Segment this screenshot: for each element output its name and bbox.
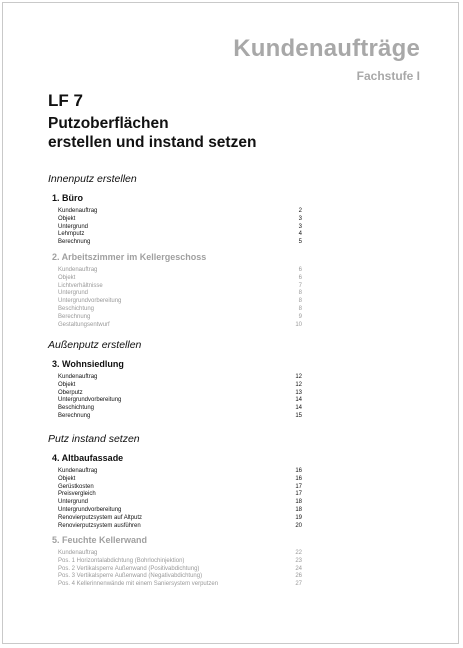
toc-entry[interactable]	[52, 322, 302, 330]
toc-entry-page: 8	[298, 298, 302, 305]
toc-entry[interactable]	[52, 314, 302, 322]
toc-entry-label: Objekt	[58, 274, 76, 281]
toc-group	[52, 359, 302, 421]
toc-group	[52, 453, 302, 530]
toc-entry-label: Gerüstkosten	[58, 483, 94, 490]
toc-entry[interactable]	[52, 491, 302, 499]
toc-entry[interactable]	[52, 476, 302, 484]
toc-entry-page: 19	[295, 514, 302, 521]
toc-entry-page: 7	[298, 282, 302, 289]
toc-entry-label: Kundenauftrag	[58, 550, 98, 556]
toc-entry[interactable]	[52, 208, 302, 216]
toc-entry[interactable]	[52, 581, 302, 589]
toc-entry-label: Oberputz	[58, 389, 83, 396]
toc-entry-label: Kundenauftrag	[58, 468, 98, 474]
toc-entry-label: Untergrundvorbereitung	[58, 298, 122, 305]
toc-entry-page: 15	[295, 412, 302, 419]
toc-entry-page: 26	[295, 573, 302, 580]
toc-entry-page: 5	[298, 239, 302, 246]
toc-entry-page: 23	[295, 557, 302, 564]
toc-entry[interactable]	[52, 224, 302, 232]
toc-entry[interactable]	[52, 499, 302, 507]
document-page	[2, 2, 459, 644]
header-subtitle: Fachstufe I	[356, 69, 420, 83]
toc-entry[interactable]	[52, 283, 302, 291]
toc-entry-page: 18	[295, 499, 302, 506]
toc-group	[52, 535, 302, 589]
toc-entry-label: Untergrund	[58, 499, 89, 506]
toc-group	[52, 193, 302, 247]
lernfeld-title-line1: Putzoberflächen	[48, 115, 169, 132]
section-heading: Innenputz erstellen	[48, 173, 137, 185]
toc-entry-label: Renovierputzsystem ausführen	[58, 522, 141, 529]
toc-entry[interactable]	[52, 216, 302, 224]
toc-entry-label: Preisvergleich	[58, 491, 96, 498]
toc-entry[interactable]	[52, 558, 302, 566]
toc-entry-label: Kundenauftrag	[58, 374, 98, 380]
toc-entry-label: Beschichtung	[58, 405, 95, 412]
toc-entry-label: Pos. 2 Vertikalsperre Außenwand (Positivabdichtung)	[58, 565, 200, 572]
toc-entry-page: 16	[295, 475, 302, 482]
toc-entry-label: Kundenauftrag	[58, 267, 98, 273]
toc-entry-page: 3	[298, 215, 302, 222]
toc-entry-page: 14	[295, 397, 302, 404]
toc-entry-label: Berechnung	[58, 239, 91, 246]
header-title: Kundenaufträge	[233, 35, 420, 62]
toc-entry[interactable]	[52, 231, 302, 239]
toc-entry-page: 6	[298, 274, 302, 281]
toc-entry[interactable]	[52, 267, 302, 275]
toc-entry-page: 9	[298, 313, 302, 320]
toc-group-title: 1. Büro	[52, 193, 84, 203]
toc-entry[interactable]	[52, 507, 302, 515]
toc-entry-label: Pos. 4 Kellerinnenwände mit einem Saniersystem verputzen	[58, 581, 219, 588]
section-heading: Außenputz erstellen	[48, 339, 142, 351]
toc-entry[interactable]	[52, 382, 302, 390]
toc-group-title: 2. Arbeitszimmer im Kellergeschoss	[52, 252, 207, 262]
toc-entry-page: 10	[295, 321, 302, 328]
toc-entry-page: 27	[295, 581, 302, 588]
toc-entry-page: 20	[295, 522, 302, 529]
toc-entry-page: 18	[295, 506, 302, 513]
toc-entry-label: Berechnung	[58, 313, 91, 320]
toc-entry-page: 17	[295, 491, 302, 498]
toc-entry[interactable]	[52, 515, 302, 523]
toc-group-title: 3. Wohnsiedlung	[52, 359, 124, 369]
toc-entry-label: Pos. 3 Vertikalsperre Außenwand (Negativabdichtung)	[58, 573, 203, 580]
toc-entry-page: 4	[298, 231, 302, 238]
toc-entry[interactable]	[52, 374, 302, 382]
toc-entry-label: Kundenauftrag	[58, 208, 98, 214]
toc-entry-page: 17	[295, 483, 302, 490]
toc-entry-label: Lichtverhältnisse	[58, 282, 103, 289]
toc-entry-label: Beschichtung	[58, 305, 95, 312]
toc-entry-page: 8	[298, 290, 302, 297]
toc-entry-page: 12	[295, 381, 302, 388]
toc-group	[52, 252, 302, 329]
toc-entry[interactable]	[52, 298, 302, 306]
toc-entry-page: 3	[298, 223, 302, 230]
toc-entry-label: Untergrundvorbereitung	[58, 397, 122, 404]
toc-entry-page: 6	[298, 267, 302, 273]
toc-entry[interactable]	[52, 239, 302, 247]
toc-entry[interactable]	[52, 566, 302, 574]
toc-entry-page: 22	[295, 550, 302, 556]
toc-entry-label: Objekt	[58, 215, 76, 222]
toc-entry-page: 14	[295, 405, 302, 412]
toc-entry[interactable]	[52, 390, 302, 398]
toc-entry-label: Objekt	[58, 381, 76, 388]
toc-group-title: 5. Feuchte Kellerwand	[52, 535, 148, 545]
toc-entry[interactable]	[52, 413, 302, 421]
toc-entry[interactable]	[52, 397, 302, 405]
toc-entry-label: Pos. 1 Horizontalabdichtung (Bohrlochinjektion)	[58, 557, 185, 564]
lernfeld-code: LF 7	[48, 91, 83, 110]
toc-entry[interactable]	[52, 573, 302, 581]
toc-entry[interactable]	[52, 275, 302, 283]
toc-entry-page: 8	[298, 305, 302, 312]
toc-entry[interactable]	[52, 468, 302, 476]
toc-entry-label: Berechnung	[58, 412, 91, 419]
toc-group-title: 4. Altbaufassade	[52, 453, 124, 463]
toc-entry[interactable]	[52, 484, 302, 492]
lernfeld-title	[48, 114, 256, 152]
toc-entry[interactable]	[52, 405, 302, 413]
toc-entry-label: Gestaltungsentwurf	[58, 321, 110, 328]
toc-entry-page: 24	[295, 565, 302, 572]
toc-entry[interactable]	[52, 306, 302, 314]
toc-entry[interactable]	[52, 290, 302, 298]
section-heading: Putz instand setzen	[48, 433, 140, 445]
toc-entry-label: Objekt	[58, 475, 76, 482]
toc-entry-label: Untergrundvorbereitung	[58, 506, 122, 513]
lernfeld-title-line2: erstellen und instand setzen	[48, 134, 257, 151]
toc-entry-page: 12	[295, 374, 302, 380]
toc-entry[interactable]	[52, 523, 302, 531]
toc-entry-page: 13	[295, 389, 302, 396]
toc-entry-page: 16	[295, 468, 302, 474]
toc-entry-label: Renovierputzsystem auf Altputz	[58, 514, 143, 521]
toc-entry-label: Lehmputz	[58, 231, 85, 238]
toc-entry-page: 2	[298, 208, 302, 214]
toc-entry-label: Untergrund	[58, 290, 89, 297]
toc-entry[interactable]	[52, 550, 302, 558]
toc-entry-label: Untergrund	[58, 223, 89, 230]
